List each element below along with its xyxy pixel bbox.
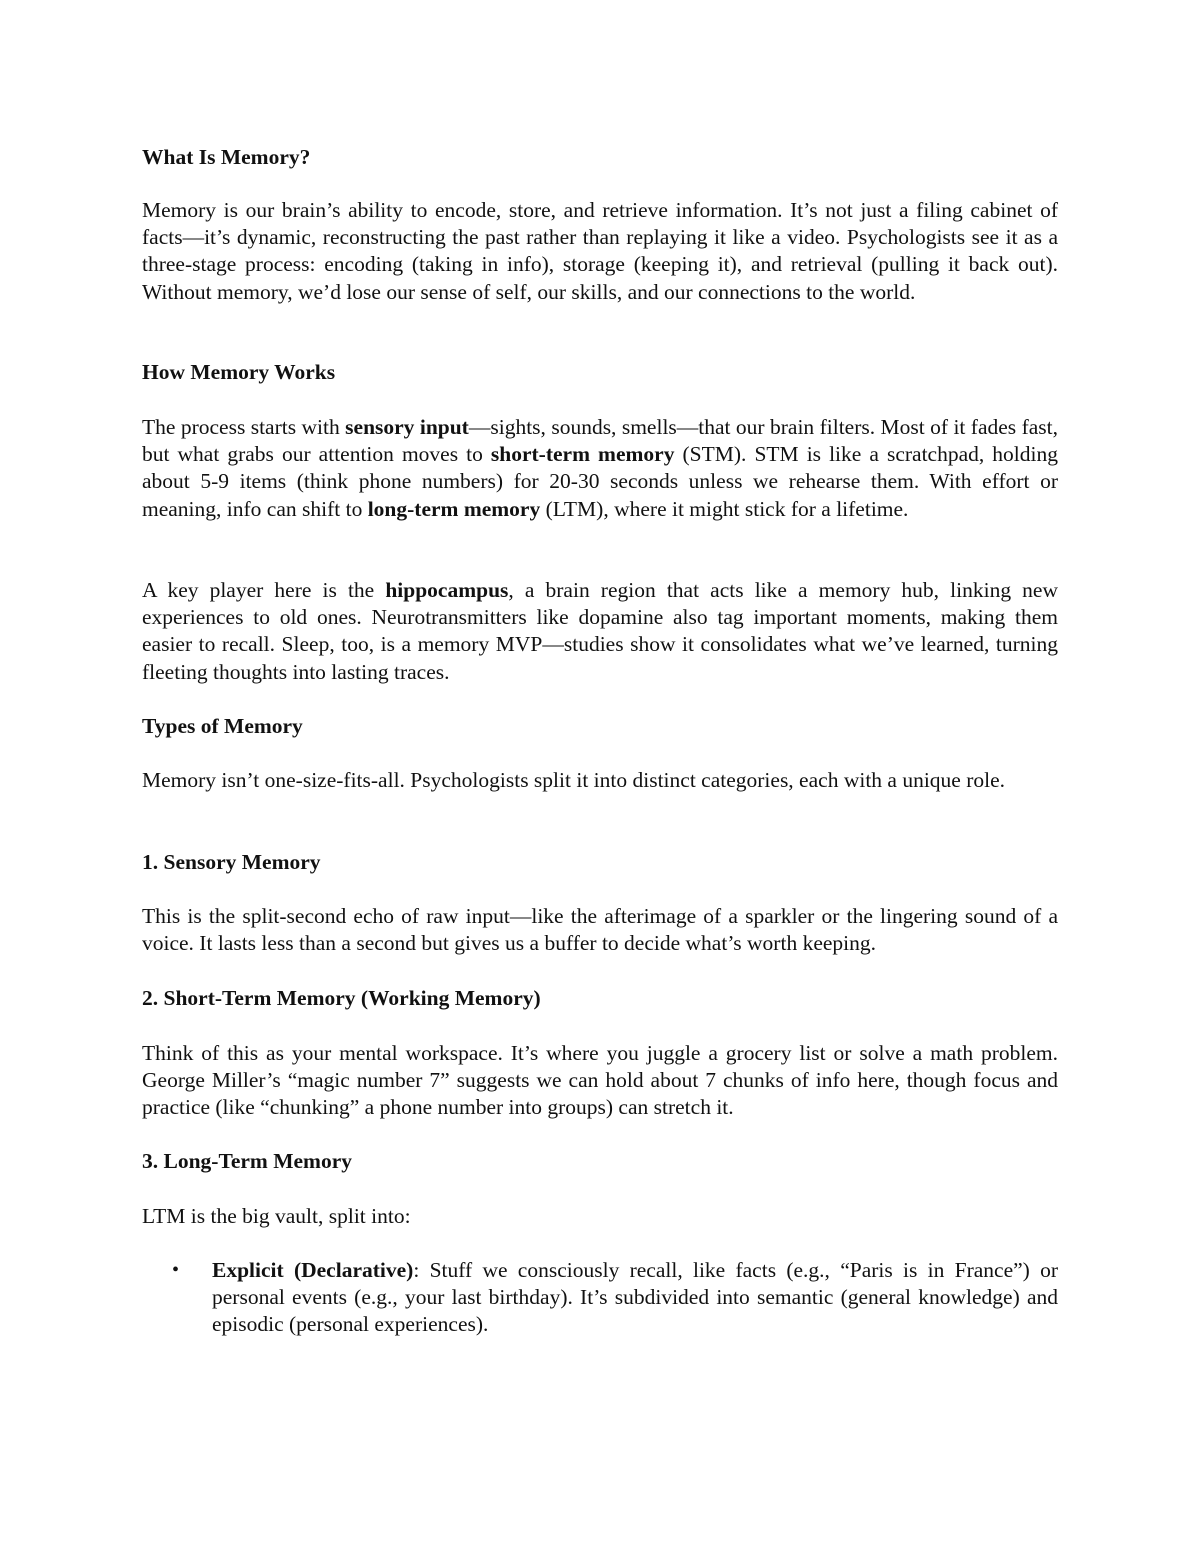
heading-types-of-memory: Types of Memory [142, 714, 303, 738]
text-span: : Stuff we consciously recall, like facts (e.g., “Paris is in France”) or personal events (e.g., your last birthday). It’s subdivided into semantic (general knowledge) and episodic (personal experiences). [212, 1258, 1058, 1337]
paragraph-what-is-memory: Memory is our brain’s ability to encode, store, and retrieve information. It’s not just a filing cabinet of facts—it’s dynamic, reconstructing the past rather than replaying it like a video. Psychologists see it as a three-stage process: encoding (taking in info), storage (keeping it), and retrieval (pulling it back out). Without memory, we’d lose our sense of self, our skills, and our connections to the world. [142, 198, 1058, 304]
text-span: (STM). STM is like a scratchpad, holding about 5-9 items (think phone numbers) for 20-30 seconds unless we rehearse them. With effort or meaning, info can shift to [142, 442, 1058, 521]
text-span: —sights, sounds, smells—that our brain filters. Most of it fades fast, but what grabs our attention moves to [142, 415, 1058, 467]
heading-long-term-memory: 3. Long-Term Memory [142, 1149, 352, 1173]
paragraph-long-term-memory: LTM is the big vault, split into: [142, 1204, 411, 1228]
text-span: , a brain region that acts like a memory hub, linking new experiences to old ones. Neurotransmitters like dopamine also tag important moments, making them easier to recall. Sleep, too, is a memory MVP—studies show it consolidates what we’ve learned, turning fleeting thoughts into lasting traces. [142, 578, 1058, 684]
list-item-text [212, 1257, 1058, 1339]
text-span: A key player here is the [142, 578, 386, 602]
paragraph-sensory-memory: This is the split-second echo of raw input—like the afterimage of a sparkler or the lingering sound of a voice. It lasts less than a second but gives us a buffer to decide what’s worth keeping. [142, 904, 1058, 956]
paragraph-types-of-memory: Memory isn’t one-size-fits-all. Psychologists split it into distinct categories, each with a unique role. [142, 768, 1006, 792]
text-span: The process starts with [142, 415, 346, 439]
paragraph-short-term-memory: Think of this as your mental workspace. It’s where you juggle a grocery list or solve a math problem. George Miller’s “magic number 7” suggests we can hold about 7 chunks of info here, though focus and practice (like “chunking” a phone number into groups) can stretch it. [142, 1041, 1058, 1120]
bold-term-long-term-memory: long-term memory [367, 496, 541, 521]
paragraph-how-memory-works-2 [142, 577, 1058, 686]
heading-sensory-memory: 1. Sensory Memory [142, 850, 321, 874]
paragraph-how-memory-works-1 [142, 414, 1058, 523]
heading-short-term-memory: 2. Short-Term Memory (Working Memory) [142, 986, 541, 1010]
text-span: (LTM), where it might stick for a lifetime. [540, 496, 909, 521]
heading-how-memory-works: How Memory Works [142, 360, 336, 384]
heading-what-is-memory: What Is Memory? [142, 145, 311, 169]
bold-term-short-term-memory: short-term memory [490, 442, 675, 467]
bold-term-sensory-input: sensory input [345, 415, 469, 439]
bullet-icon: • [172, 1259, 180, 1281]
bold-term-hippocampus: hippocampus [385, 578, 509, 602]
bold-term-explicit: Explicit (Declarative) [212, 1258, 414, 1282]
